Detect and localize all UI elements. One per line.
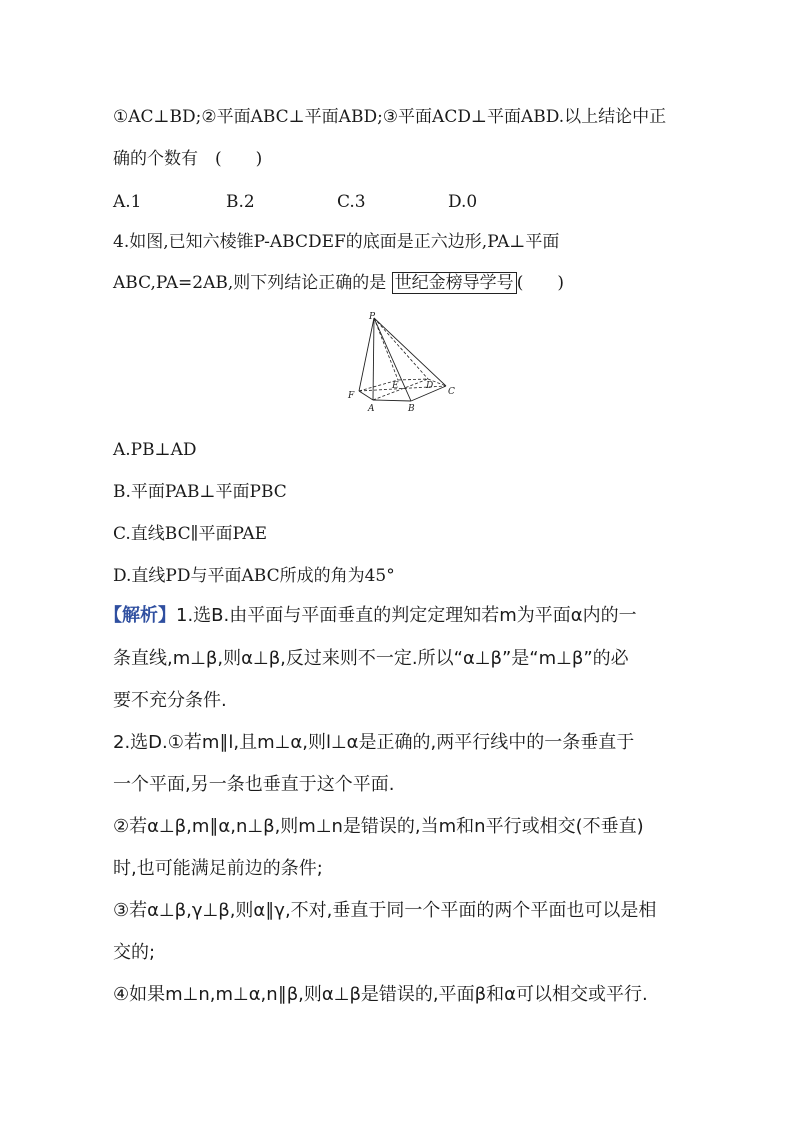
label-a: A [368, 404, 375, 414]
pyramid-figure [340, 308, 465, 418]
q4-statement-line1: 4.如图,已知六棱锥P-ABCDEF的底面是正六边形,PA⊥平面 [113, 232, 560, 252]
q3-statement-line2: 确的个数有 ( ) [113, 149, 263, 169]
q4-answer-bracket: ( ) [516, 273, 564, 293]
edge-pf [359, 318, 374, 391]
q4-option-d: D.直线PD与平面ABC所成的角为45° [113, 566, 395, 586]
solution-line-6: ②若α⊥β,m∥α,n⊥β,则m⊥n是错误的,当m和n平行或相交(不垂直) [113, 816, 644, 837]
edge-fa [359, 391, 373, 400]
q3-option-a: A.1 [113, 192, 142, 212]
q3-option-c: C.3 [337, 192, 366, 212]
label-e: E [392, 381, 399, 391]
edge-pa [373, 318, 374, 400]
q4-option-a: A.PB⊥AD [113, 440, 197, 460]
q3-option-b: B.2 [226, 192, 255, 212]
edge-pd [374, 318, 428, 379]
solution-line-3: 要不充分条件. [113, 690, 227, 711]
edge-pc [374, 318, 446, 386]
label-f: F [348, 391, 355, 401]
q3-option-d: D.0 [448, 192, 478, 212]
solution-line-8: ③若α⊥β,γ⊥β,则α∥γ,不对,垂直于同一个平面的两个平面也可以是相 [113, 900, 657, 921]
edge-ed [398, 379, 428, 380]
edge-ab [373, 400, 411, 401]
solution-line-7: 时,也可能满足前边的条件; [113, 858, 323, 879]
label-b: B [408, 404, 415, 414]
solution-label: 【解析】 [104, 605, 176, 626]
q4-option-b: B.平面PAB⊥平面PBC [113, 482, 287, 502]
solution-line-10: ④如果m⊥n,m⊥α,n∥β,则α⊥β是错误的,平面β和α可以相交或平行. [113, 984, 648, 1005]
q4-option-c: C.直线BC∥平面PAE [113, 524, 268, 544]
edge-pe [374, 318, 398, 380]
solution-line-4: 2.选D.①若m∥l,且m⊥α,则l⊥α是正确的,两平行线中的一条垂直于 [113, 732, 635, 753]
solution-text: 1.选B.由平面与平面垂直的判定定理知若m为平面α内的一 [176, 605, 637, 626]
solution-line-5: 一个平面,另一条也垂直于这个平面. [113, 774, 395, 795]
q4-statement-text: ABC,PA=2AB,则下列结论正确的是 [113, 273, 392, 293]
label-c: C [448, 387, 455, 397]
label-d: D [426, 381, 434, 391]
label-p: P [369, 312, 376, 322]
solution-line-2: 条直线,m⊥β,则α⊥β,反过来则不一定.所以“α⊥β”是“m⊥β”的必 [113, 648, 629, 669]
q4-statement-line2 [113, 271, 564, 295]
solution-line-1 [104, 604, 637, 628]
q4-source-tag: 世纪金榜导学号 [392, 272, 517, 294]
q3-statement-line1: ①AC⊥BD;②平面ABC⊥平面ABD;③平面ACD⊥平面ABD.以上结论中正 [113, 107, 667, 127]
solution-line-9: 交的; [113, 942, 156, 963]
